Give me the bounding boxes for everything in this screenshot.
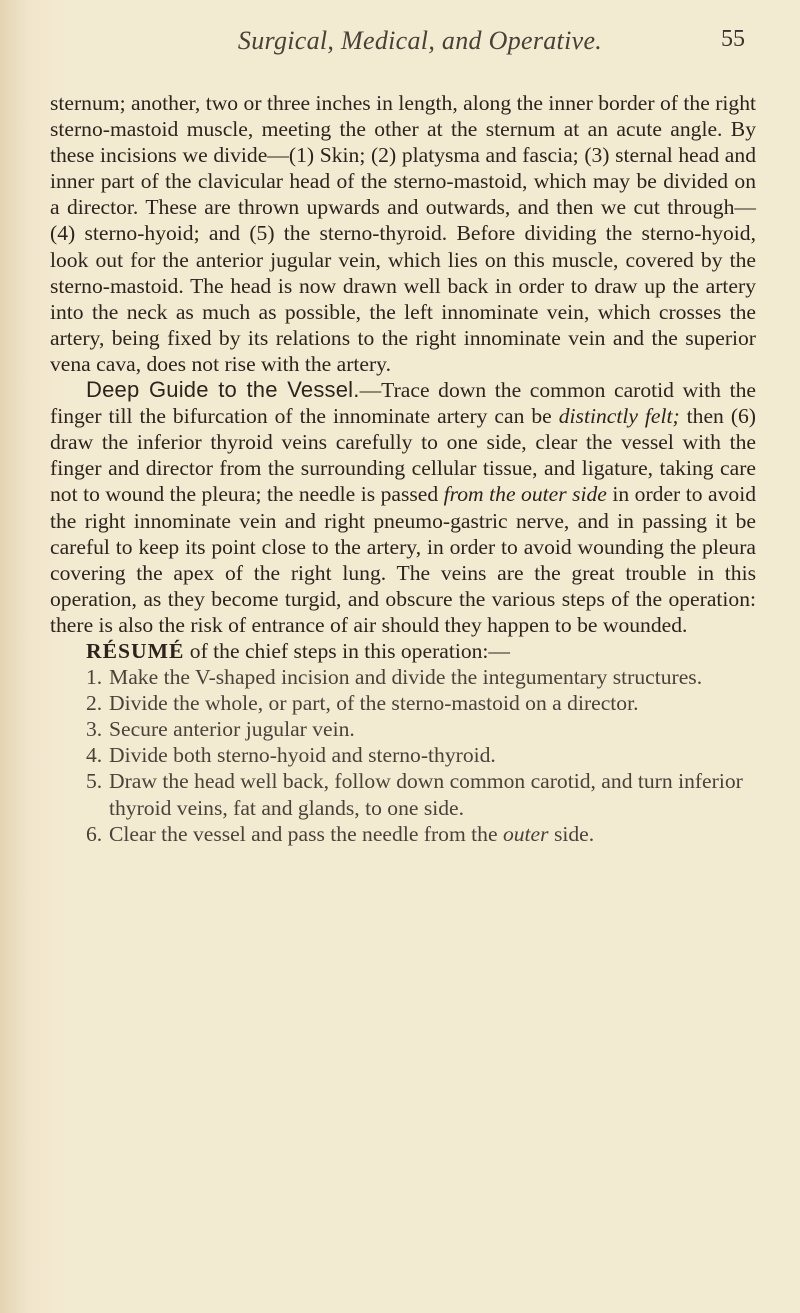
list-item (50, 664, 756, 690)
italic-phrase: from the outer side (443, 482, 607, 507)
list-item (50, 716, 756, 742)
list-item (50, 742, 756, 768)
step-text: side. (548, 821, 595, 846)
step-text: Secure anterior jugular vein. (109, 717, 355, 742)
paragraph-1: sternum; another, two or three inches in length, along the inner border of the right sterno-mastoid muscle, meeting the other at the sternum at an acute angle. By these incisions we divide—(1) Skin; (2) platysma and fascia; (3) sternal head and inner part of the clavicular head of the sterno-mastoid, which may be divided on a director. These are thrown upwards and outwards, and then we cut through—(4) sterno-hyoid; and (5) the sterno-thyroid. Before dividing the sterno-hyoid, look out for the anterior jugular vein, which lies on this muscle, covered by the sterno-mastoid. The head is now drawn well back in order to draw up the artery into the neck as much as possible, the left innominate vein, which crosses the artery, being fixed by its relations to the right innominate vein and the superior vena cava, does not rise with the artery. (50, 91, 756, 376)
step-text: Make the V-shaped incision and divide the integumentary structures. (109, 665, 703, 690)
resume-intro (50, 638, 756, 664)
section-heading-deep-guide: Deep Guide to the Vessel. (86, 377, 360, 403)
running-title: Surgical, Medical, and Operative. (237, 26, 603, 55)
step-text: Draw the head well back, follow down common carotid, and turn inferior thyroid veins, fat and glands, to one side. (109, 769, 743, 820)
resume-intro-text: of the chief steps in this operation:— (184, 638, 511, 663)
step-number: 4. (86, 743, 103, 768)
paragraph-text: —Trace down the common carotid with the finger till the bifurcation of the innominate artery can be (50, 378, 756, 429)
step-text: Divide the whole, or part, of the sterno-mastoid on a director. (109, 691, 639, 716)
italic-phrase: distinctly felt; (558, 404, 680, 429)
paragraph-deep-guide (50, 377, 756, 638)
resume-heading: RÉSUMÉ (86, 638, 185, 663)
step-number: 1. (86, 665, 103, 690)
step-text: Clear the vessel and pass the needle from the (109, 821, 503, 846)
step-number: 6. (86, 821, 103, 846)
step-text: Divide both sterno-hyoid and sterno-thyroid. (109, 743, 496, 768)
list-item (50, 690, 756, 716)
italic-word: outer (502, 821, 549, 846)
paragraph-text: then (6) draw the inferior thyroid veins carefully to one side, clear the vessel with the finger and director from the surrounding cellular tissue, and ligature, taking care not to wound the pleura; the needle is passed (50, 404, 756, 507)
body-text (50, 90, 756, 847)
step-number: 2. (86, 691, 103, 716)
step-number: 3. (86, 717, 103, 742)
paragraph-text: in order to avoid the right innominate vein and right pneumo-gastric nerve, and in passing it be careful to keep its point close to the artery, in order to avoid wounding the pleura covering the apex of the right lung. The veins are the great trouble in this operation, as they become turgid, and obscure the various steps of the operation: there is also the risk of entrance of air should they happen to be wounded. (50, 482, 756, 637)
resume-steps-list (50, 664, 756, 847)
list-item (50, 768, 756, 820)
list-item (50, 821, 756, 847)
page-number: 55 (721, 26, 745, 52)
step-number: 5. (86, 769, 103, 794)
running-head (0, 22, 800, 62)
